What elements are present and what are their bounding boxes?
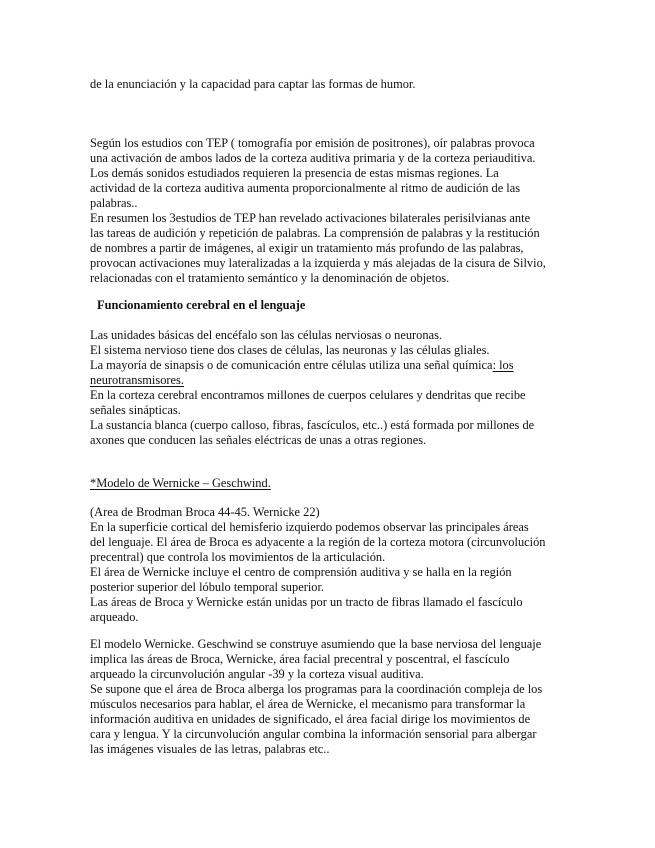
text-line: información auditiva en unidades de significado, el área facial dirige los movimientos de [90,712,531,726]
text-line: actividad de la corteza auditiva aumenta proporcionalmente al ritmo de audición de las [90,181,521,195]
text-line: En la corteza cerebral encontramos millones de cuerpos celulares y dendritas que recibe [90,388,526,402]
text-line: Según los estudios con TEP ( tomografía por emisión de positrones), oír palabras provoca [90,136,535,150]
text-line: arqueado la circunvolución angular -39 y la corteza visual auditiva. [90,667,424,681]
text-line: posterior superior del lóbulo temporal superior. [90,580,324,594]
text-line: relacionadas con el tratamiento semántico y la denominación de objetos. [90,271,450,285]
text-line: del lenguaje. El área de Broca es adyacente a la región de la corteza motora (circunvolución [90,535,546,549]
text-line [90,373,184,388]
text-line: El sistema nervioso tiene dos clases de células, las neuronas y las células gliales. [90,343,490,357]
text-line: La sustancia blanca (cuerpo calloso, fibras, fascículos, etc..) está formada por millones de [90,418,535,432]
text-line: Los demás sonidos estudiados requieren la presencia de estas mismas regiones. La [90,166,499,180]
text-line: En la superficie cortical del hemisferio izquierdo podemos observar las principales áreas [90,520,529,534]
text-line: señales sinápticas. [90,403,181,417]
underlined-term: neurotransmisores. [90,373,184,387]
text-line: precentral) que controla los movimientos de la articulación. [90,550,386,564]
text-line: una activación de ambos lados de la corteza auditiva primaria y de la corteza periauditiva. [90,151,536,165]
text-line: provocan activaciones muy lateralizadas a la izquierda y más alejadas de la cisura de Silvio, [90,256,546,270]
text-line: axones que conducen las señales eléctricas de unas a otras regiones. [90,433,427,447]
text-line: las imágenes visuales de las letras, palabras etc.. [90,742,330,756]
section-heading-wernicke-geschwind: *Modelo de Wernicke – Geschwind. [90,476,271,490]
text-segment: La mayoría de sinapsis o de comunicación entre células utiliza una señal química [90,358,493,372]
text-line: cara y lengua. Y la circunvolución angular combina la información sensorial para albergar [90,727,537,741]
text-line [90,358,514,373]
underlined-term: : los [492,358,514,372]
text-line: Se supone que el área de Broca alberga los programas para la coordinación compleja de los [90,682,543,696]
section-heading-funcionamiento: Funcionamiento cerebral en el lenguaje [97,298,306,312]
text-line: (Area de Brodman Broca 44-45. Wernicke 22) [90,505,320,519]
text-line: las tareas de audición y repetición de palabras. La comprensión de palabras y la restitución [90,226,540,240]
text-line: El modelo Wernicke. Geschwind se construye asumiendo que la base nerviosa del lenguaje [90,637,542,651]
text-line: de nombres a partir de imágenes, al exigir un tratamiento más profundo de las palabras, [90,241,524,255]
text-line: En resumen los 3estudios de TEP han revelado activaciones bilaterales perisilvianas ante [90,211,531,225]
text-line: Las unidades básicas del encéfalo son las células nerviosas o neuronas. [90,328,442,342]
text-line: músculos necesarios para hablar, el área de Wernicke, el mecanismo para transformar la [90,697,526,711]
text-line: arqueado. [90,610,139,624]
text-line: de la enunciación y la capacidad para captar las formas de humor. [90,77,416,91]
text-line: palabras.. [90,196,138,210]
text-line: Las áreas de Broca y Wernicke están unidas por un tracto de fibras llamado el fascículo [90,595,523,609]
text-line: El área de Wernicke incluye el centro de comprensión auditiva y se halla en la región [90,565,512,579]
text-line: implica las áreas de Broca, Wernicke, área facial precentral y poscentral, el fascículo [90,652,510,666]
